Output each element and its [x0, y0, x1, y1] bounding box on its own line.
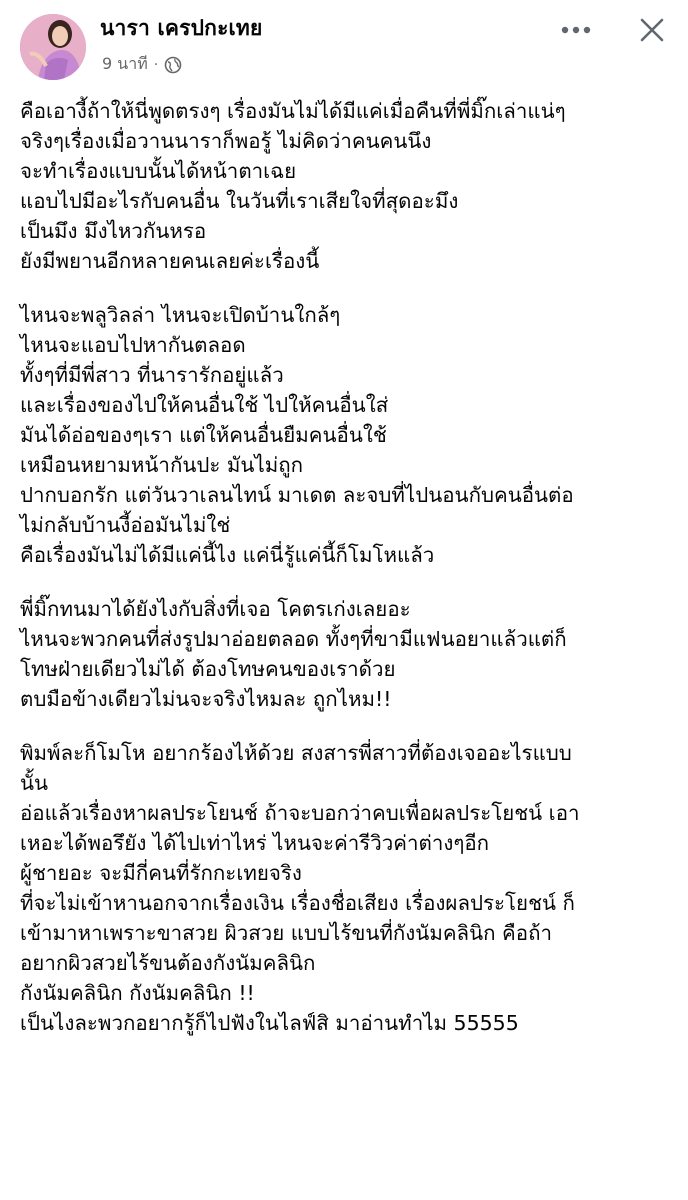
post-text-line: จริงๆเรื่องเมื่อวานนาราก็พอรู้ ไม่คิดว่าคนคนนึง: [20, 129, 432, 153]
post-text-line: เข้ามาหาเพราะขาสวย ผิวสวย แบบไร้ขนที่กังนัมคลินิก คือถ้า: [20, 921, 552, 945]
post-text-line: พี่มิ๊กทนมาได้ยังไงกับสิ่งที่เจอ โคตรเก่งเลยอะ: [20, 597, 411, 621]
globe-icon[interactable]: [164, 56, 182, 74]
post-paragraph: [20, 594, 680, 714]
more-options-button[interactable]: [556, 12, 596, 48]
post-text-line: จะทำเรื่องแบบนั้นได้หน้าตาเฉย: [20, 159, 297, 183]
post-text-line: เป็นมึง มึงไหวกันหรอ: [20, 219, 207, 243]
post-text-line: ไหนจะพลูวิลล่า ไหนจะเปิดบ้านใกล้ๆ: [20, 303, 341, 327]
avatar-photo: [20, 14, 86, 80]
post-text: [20, 96, 680, 1062]
post-text-line: ไหนจะแอบไปหากันตลอด: [20, 333, 246, 357]
avatar[interactable]: [20, 14, 86, 80]
more-dots-icon: [561, 26, 591, 34]
close-icon: [638, 16, 666, 44]
post-text-line: แอบไปมีอะไรกับคนอื่น ในวันที่เราเสียใจที่สุดอะมึง: [20, 189, 459, 213]
post-text-line: และเรื่องของไปให้คนอื่นใช้ ไปให้คนอื่นใส่: [20, 393, 389, 417]
post-text-line: ไม่กลับบ้านงี้อ่อมันไม่ใช่: [20, 513, 231, 537]
post-paragraph: [20, 300, 680, 570]
post-meta: [102, 52, 182, 77]
post-text-line: พิมพ์ละก็โมโห อยากร้องไห้ด้วย สงสารพี่สาวที่ต้องเจออะไรแบบ: [20, 741, 572, 765]
post-text-line: เหอะได้พอรึยัง ได้ไปเท่าไหร่ ไหนจะค่ารีวิวค่าต่างๆอีก: [20, 831, 490, 855]
post-text-line: เป็นไงละพวกอยากรู้ก็ไปฟังในไลฟ์สิ มาอ่านทำไม 55555: [20, 1011, 519, 1035]
post-paragraph: [20, 738, 680, 1038]
post-text-line: กังนัมคลินิก กังนัมคลินิก !!: [20, 981, 255, 1005]
post-text-line: มันได้อ่อของๆเรา แต่ให้คนอื่นยืมคนอื่นใช้: [20, 423, 387, 447]
post-time[interactable]: 9 นาที: [102, 54, 148, 73]
post-header: [0, 0, 688, 88]
post-text-line: ยังมีพยานอีกหลายคนเลยค่ะเรื่องนี้: [20, 249, 320, 273]
post-text-line: ผู้ชายอะ จะมีกี่คนที่รักกะเทยจริง: [20, 861, 302, 885]
post-paragraph: [20, 96, 680, 276]
close-button[interactable]: [630, 10, 674, 50]
meta-separator: ·: [153, 56, 159, 73]
post-text-line: ทั้งๆที่มีพี่สาว ที่นารารักอยู่แล้ว: [20, 363, 284, 387]
post-text-line: ตบมือข้างเดียวไม่นจะจริงไหมละ ถูกไหม!!: [20, 687, 392, 711]
post-text-line: อยากผิวสวยไร้ขนต้องกังนัมคลินิก: [20, 951, 316, 975]
post-text-line: ปากบอกรัก แต่วันวาเลนไทน์ มาเดต ละจบที่ไปนอนกับคนอื่นต่อ: [20, 483, 574, 507]
post-text-line: ที่จะไม่เข้าหานอกจากเรื่องเงิน เรื่องชื่อเสียง เรื่องผลประโยชน์ ก็: [20, 891, 575, 915]
post-text-line: ไหนจะพวกคนที่ส่งรูปมาอ่อยตลอด ทั้งๆที่ขามีแฟนอยาแล้วแต่ก็: [20, 627, 567, 651]
post-text-line: คือเรื่องมันไม่ได้มีแค่นี้ไง แค่นี่รู้แค่นี้ก็โมโหแล้ว: [20, 543, 435, 567]
post-text-line: อ่อแล้วเรื่องหาผลประโยนช์ ถ้าจะบอกว่าคบเพื่อผลประโยชน์ เอา: [20, 801, 580, 825]
post-text-line: นั้น: [20, 771, 49, 795]
post-text-line: โทษฝ่ายเดียวไม่ได้ ต้องโทษคนของเราด้วย: [20, 657, 396, 681]
post-text-line: เหมือนหยามหน้ากันปะ มันไม่ถูก: [20, 453, 304, 477]
author-name[interactable]: นารา เครปกะเทย: [100, 16, 263, 40]
post-text-line: คือเอางี้ถ้าให้นี่พูดตรงๆ เรื่องมันไม่ได้มีแค่เมื่อคืนที่พี่มิ๊กเล่าแน่ๆ: [20, 99, 566, 123]
